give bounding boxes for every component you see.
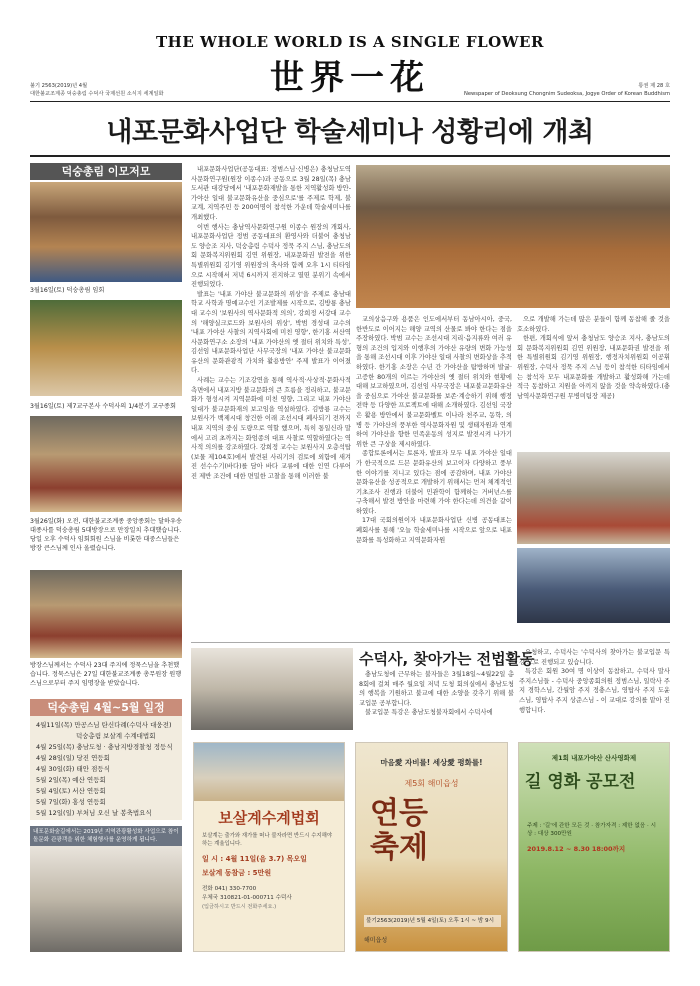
speaker-photo	[517, 452, 670, 544]
article-paragraph: 불교입문 특강은 충남도청불자회에서 수덕사에	[365, 709, 493, 717]
schedule-item: 5월 12일(일) 부처님 오신 날 봉축법요식	[36, 809, 152, 817]
schedule-item: 5월 4일(토) 서산 연등회	[36, 787, 106, 795]
article-column-1	[191, 165, 351, 673]
sub-article-column-1	[359, 670, 514, 732]
poster-edition: 제5회 해미읍성	[404, 779, 459, 788]
sidebar-caption-1: 3월16일(토) 덕숭총림 임회	[30, 287, 105, 294]
article-paragraph: 내포문화사업단(공동대표: 정범스님·신병은) 충청남도역사문화연구원(원장 이종수)과 공동으로 3월 28일(목) 충남도서관 대강당에서 '내포문화재발을 통한 지역활성화 방안-가야산 일대 불교문화유산을 중심으로'를 주제로 학제, 불교계, 지역주민 등 200여명이 참석한 가운데 학술세미나를 개최했다.	[191, 166, 351, 221]
article-paragraph: 한편, 개회식에 앞서 충청남도 양승조 지사, 충남도의회 문화복지위원회 김연 위원장, 내포문화권 발전을 위한 특별위원회 김기영 위원장, 행정자치위원회 이공휘 위원장, 수덕사 정묵 주지 스님 등이 참석한 티타임에서는 참석자 모두 내포문화를 개발하고 활성화해 가는데 적극 동참하고 지원을 아끼지 않을 것을 약속하였다.(충남역사문화연구원 무병미팀장 제공)	[517, 335, 670, 400]
group-photo	[517, 548, 670, 623]
seminar-photo	[356, 165, 670, 308]
sidebar-caption-4: 방장스님께서는 수덕사 23대 주지에 정묵스님을 추천했습니다. 정묵스님은 27일 대한불교조계종 총무원장 원행스님으로부터 주지 임명장을 받았습니다.	[30, 662, 182, 687]
main-headline: 내포문화사업단 학술세미나 성황리에 개최	[106, 117, 594, 148]
masthead-logo: 世界一花	[270, 58, 430, 98]
masthead-right-info	[464, 82, 670, 98]
poster-fee: 보살계 동참금 : 5만원	[202, 869, 272, 877]
sidebar-section-title: 덕숭총림 이모저모	[30, 163, 182, 180]
schedule-item: 5월 7일(화) 홍성 연등회	[36, 798, 106, 806]
sidebar-caption-5: 내포문화숲길에서는 2019년 지역관광활성화 사업으로 참이돌문화 관광객을 위한 체험행사를 운영하게 됩니다.	[30, 826, 182, 846]
schedule-item: 4월 28일(일) 당진 연등회	[36, 754, 110, 762]
sidebar-photo-3	[30, 416, 182, 512]
issue-line: 불기 2563(2019)년 4월	[30, 83, 88, 89]
masthead-rule	[30, 101, 670, 102]
poster-slogan: 마음愛 자비를! 세상愛 평화를!	[380, 758, 483, 767]
schedule-list	[30, 716, 182, 820]
class-photo	[191, 648, 353, 730]
article-column-3	[517, 315, 670, 445]
issue-number: 통권 제 28 호	[638, 83, 670, 89]
publisher-line: 대한불교조계종 덕숭총림 수덕사 국제선원 소식지 세계일화	[30, 91, 164, 97]
schedule-item: 4월 30일(화) 태안 점등식	[36, 765, 110, 773]
article-paragraph: 이번 행사는 충남역사문화연구원 이종수 원장의 개회사, 내포문화사업단 정범 공동대표의 환영사와 더불어 충청남도 양승조 지사, 덕숭총림 수덕사 정묵 주지 스님, 충남도의회 문화복지위원회 김연 위원장, 내포문화권 발전을 위한 특별위원회 김기영 위원장의 축사와 함께 오후 1시 티타임으로 시작해서 저녁 6시까지 진지하고 열띤 분위기 속에서 진행되었다.	[191, 223, 351, 289]
poster-title: 보살계수계법회	[218, 809, 320, 827]
schedule-item: 4월11일(목) 만공스님 탄신다례(수덕사 대웅전)	[36, 721, 172, 729]
masthead-left-info	[30, 82, 164, 98]
poster-date: 불기2563(2019)년 5월 4일(토) 오후 1시 ~ 밤 9시	[364, 915, 501, 927]
poster-body: 보살계는 출가와 재가를 떠나 불자라면 반드시 수지해야 하는 계율입니다.	[202, 833, 333, 847]
sub-article-column-2	[519, 648, 670, 732]
english-line: Newspaper of Deoksung Chongnim Sudeoksa, Jogye Order of Korean Buddhism	[463, 91, 670, 97]
poster-title: 길 영화 공모전	[525, 772, 636, 792]
sidebar-photo-2	[30, 300, 182, 396]
schedule-item: 5월 2일(목) 예산 연등회	[36, 776, 106, 784]
poster-details: 주제 : '길'에 관한 모든 것 · 참가자격 : 제한 없음 · 시상 : 대상 300만원	[527, 823, 657, 837]
article-paragraph: 요청하고, 수덕사는 '수덕사의 찾아가는 불교입문 특강'으로 진행되고 있습니다.	[519, 649, 670, 666]
article-paragraph: 교의상음구와 용품은 인도에서부터 동남아시아, 중국, 한반도로 이어지는 해양 교역의 산물로 봐야 한다는 점을 주장하였다. 박범 교수는 조선시대 지리·음지류와 여러 유형의 조건의 입지와 이행후의 가야산 유량의 변화 가능성을 통해 조선시대 이후 가야산 일대 사찰의 변화상을 추적하였다. 한기홍 소장은 수년 간 가야산을 탐방하며 발굴·고증한 80개의 이르는 가야산의 옛 절터 위치와 현황에 대해 보고하였으며, 김선임 사무국장은 내포불교문화유산을 중심으로 가야산 불교문화를 보존·계승하기 위해 행정 전략 등 다양한 프로젝트에 대해 소개하였다. 김선임 국장은 활용 방안에서 불교문화벨트 이나라 천주교, 동학, 의병 등 가야산의 풍부한 역사문화자원 및 생태자원과 연계하여 가야산을 향한 민족운동의 성지로 발전시켜 나가기 위한 큰 구상을 제시하였다.	[356, 316, 512, 448]
article-paragraph: 종합토론에서는 토론자, 발표자 모두 내포 가야산 일대가 한국적으로 드믄 문화유산의 보고이자 다양하고 풍부한 이야기를 지니고 있다는 점에 공감하며, 내포 가야산 문화유산을 성공적으로 개발하기 위해서는 먼저 체계적인 기초조사 진행과 더불어 민관학이 함께하는 거버넌스를 구축해서 발전 방안을 마련해 가야 한다는데 의견을 같이 하였다.	[356, 450, 512, 515]
article-paragraph: 사례는 교수는 기조강연을 통해 역사적·사상적·문화사적 측면에서 내포지방 불교문화의 큰 흐름을 정리하고, 불교문화가 형성시켜 지역문화에 미친 영향, 그리고 내포 가야산 일대가 불교문화재의 보고임을 역설하였다. 김방룡 교수는 보원사가 백제시대 창건한 이래 조선시대 폐사되기 전까지 내포 지역의 중심 도량으로 역할 했으며, 특히 통일신라 말에서 고려 초까지는 화엄종의 대표 사찰로 역할하였다는 역사적 의의를 강조하였다. 강희정 교수는 보원사지 오층석탑(보물 제104호)에서 발견된 사리기의 검토에 외함에 새겨진 선수수기(바다)를 담아 바다 교류에 대한 인연 다루어 진 제반 조건에 대한 면밀한 고찰을 통해 이러한 불	[191, 377, 351, 480]
sidebar-photo-5	[30, 846, 182, 952]
sub-article-title: 수덕사, 찾아가는 전법활동	[359, 650, 535, 668]
schedule-item: 4월 25일(목) 충남도청 · 충남지방경찰청 정등식	[36, 743, 173, 751]
poster-title: 연등축제	[370, 796, 428, 865]
article-paragraph: 으로 개발해 가는데 많은 분들이 함께 동참해 줄 것을 호소하였다.	[517, 316, 670, 333]
schedule-title: 덕숭총림 4월~5월 일정	[30, 699, 182, 716]
poster-header: 제1회 내포가야산 산사영화제	[551, 754, 637, 762]
poster-place: 해미읍성	[364, 937, 388, 944]
poster-inquiry: 전화 041) 330-7700	[202, 886, 257, 892]
masthead-tagline: THE WHOLE WORLD IS A SINGLE FLOWER	[156, 33, 544, 51]
poster-date: 일 시 : 4월 11일(음 3.7) 목오일	[202, 855, 307, 863]
article-column-2	[356, 315, 512, 673]
article-paragraph: 특강은 회원 30여 명 이상이 동참하고, 수덕사 말사 주지스님들 - 수덕사 중앙종회의원 정범스님, 일락사 주지 경학스님, 간월암 주지 정충스님, 영탑사 주지 도윤스님, 영탑사 주지 상준스님 - 이 교대로 강의를 맡아 진행합니다.	[519, 668, 670, 714]
sidebar-caption-2: 3월16일(토) 제7교구본사 수덕사의 1/4분기 교구종회	[30, 403, 176, 410]
article-paragraph: 17대 국회의원이자 내포문화사업단 신병 공동대표는 폐회사를 통해 '오늘 학술세미나를 시작으로 앞으로 내포문화를 특성화하고 지역문화자원	[356, 517, 512, 544]
bodhisattva-precepts-poster	[193, 742, 345, 952]
lantern-festival-poster	[355, 742, 508, 952]
poster-note: (입금하시고 반드시 전화주세요.)	[202, 904, 277, 910]
poster-temple-image	[194, 743, 344, 801]
poster-period: 2019.8.12 ~ 8.30 18:00까지	[527, 845, 626, 853]
article-paragraph: 충남도청에 근무하는 불자들은 3월18일~4월22일 총8회에 걸쳐 매주 월요일 저녁 도청 회의실에서 충남도청의 행복을 기원하고 불교에 대한 소양을 갖추기 위해 불교입문 공부합니다.	[359, 671, 514, 707]
poster-account: 우체국 310821-01-000711 수덕사	[202, 895, 292, 901]
schedule-item: 덕숭총림 보살계 수계대법회	[76, 732, 156, 740]
section-divider	[191, 642, 670, 643]
film-contest-poster	[518, 742, 670, 952]
sidebar-caption-3: 3월26일(화) 오전, 대한불교조계종 중앙종회는 달하우송 대종사를 덕숭총림 5대방장으로 만장일치 추대했습니다. 당일 오후 수덕사 임회회원 스님을 비롯한 대중스님들은 방장 큰스님께 인사 올렸습니다.	[30, 518, 182, 552]
sidebar-photo-1	[30, 182, 182, 282]
sidebar-photo-4	[30, 570, 182, 658]
article-paragraph: 발표는 '내포 가야산 불교문화의 위상'을 주제로 충남대학교 사학과 명예교수인 기조발제를 시작으로, 김방룡 충남대 교수의 '보원사의 역사문화적 의의', 강희정 서강대 교수의 '해양실크로드와 보원사의 위상', 박범 경성대 교수의 '내포 가야산 사찰의 지역사회에 미친 영향', 한기홍 서산역사문화연구소 소장의 '내포 가야산의 옛 절터 위치와 특성', 김선임 내포문화사업단 사무국장의 '내포 가야산 불교문화유산의 문화관광적 가치와 활용방안' 주제 발표가 이어졌다.	[191, 290, 351, 375]
headline-rule	[30, 155, 670, 157]
